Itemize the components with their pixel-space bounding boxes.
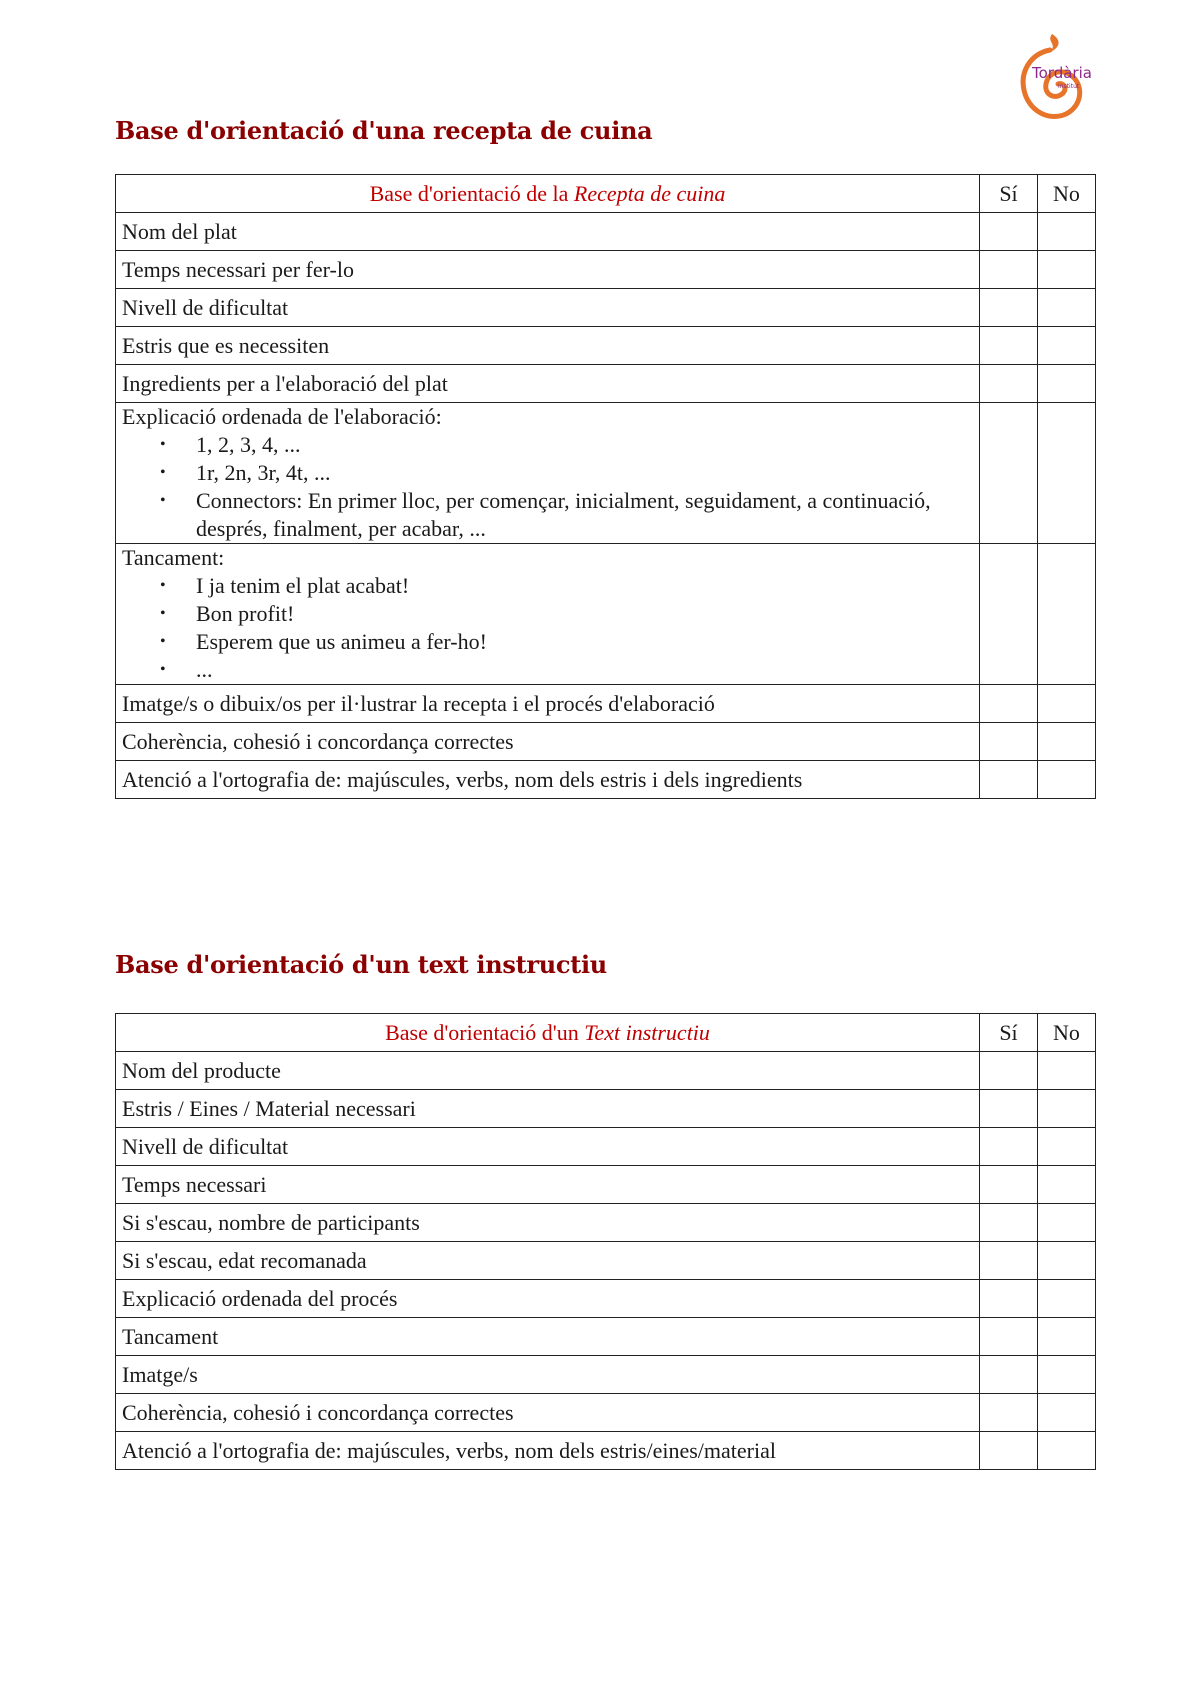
no-cell[interactable] (1038, 1394, 1096, 1432)
table-row (116, 544, 1096, 685)
no-cell[interactable] (1038, 685, 1096, 723)
row-label: Atenció a l'ortografia de: majúscules, verbs, nom dels estris/eines/material (116, 1432, 980, 1470)
no-cell[interactable] (1038, 1052, 1096, 1090)
table-row (116, 1432, 1096, 1470)
table-row (116, 1318, 1096, 1356)
bullet-icon: • (160, 605, 166, 622)
no-cell[interactable] (1038, 761, 1096, 799)
table-row (116, 403, 1096, 544)
row-label: Explicació ordenada del procés (116, 1280, 980, 1318)
list-item: • Connectors: En primer lloc, per començar, inicialment, seguidament, a continuació, després, finalment, per acabar, ... (160, 488, 931, 541)
table-header-row (116, 175, 1096, 213)
list-item: • 1r, 2n, 3r, 4t, ... (160, 460, 331, 485)
table-row (116, 1356, 1096, 1394)
table-row (116, 251, 1096, 289)
recipe-checklist-table (115, 174, 1096, 799)
header-yes: Sí (980, 1014, 1038, 1052)
logo-subtext: Institut (1058, 83, 1080, 90)
row-label: Imatge/s (116, 1356, 980, 1394)
list-item: • ... (160, 657, 213, 682)
yes-cell[interactable] (980, 1356, 1038, 1394)
row-label: Nom del plat (116, 213, 980, 251)
table-row (116, 1394, 1096, 1432)
bullet-list (122, 431, 973, 543)
table-row (116, 213, 1096, 251)
row-label: Tancament (116, 1318, 980, 1356)
row-label: Estris que es necessiten (116, 327, 980, 365)
table-row (116, 1242, 1096, 1280)
table-row (116, 365, 1096, 403)
bullet-icon: • (160, 492, 166, 509)
header-label: Base d'orientació d'un Text instructiu (116, 1014, 980, 1052)
yes-cell[interactable] (980, 544, 1038, 685)
table-row (116, 1090, 1096, 1128)
logo-text: Tordària (1032, 64, 1092, 82)
yes-cell[interactable] (980, 251, 1038, 289)
yes-cell[interactable] (980, 685, 1038, 723)
row-label: Tancament: (122, 545, 225, 570)
no-cell[interactable] (1038, 289, 1096, 327)
row-label: Temps necessari (116, 1166, 980, 1204)
list-item: • I ja tenim el plat acabat! (160, 573, 410, 598)
yes-cell[interactable] (980, 761, 1038, 799)
bullet-list (122, 572, 973, 684)
no-cell[interactable] (1038, 1432, 1096, 1470)
row-label: Explicació ordenada de l'elaboració: (122, 404, 442, 429)
yes-cell[interactable] (980, 403, 1038, 544)
table-row (116, 1128, 1096, 1166)
row-label: Ingredients per a l'elaboració del plat (116, 365, 980, 403)
table-row (116, 289, 1096, 327)
table-header-row (116, 1014, 1096, 1052)
header-no: No (1038, 175, 1096, 213)
yes-cell[interactable] (980, 723, 1038, 761)
row-label: Si s'escau, nombre de participants (116, 1204, 980, 1242)
yes-cell[interactable] (980, 1242, 1038, 1280)
no-cell[interactable] (1038, 327, 1096, 365)
table-row (116, 1280, 1096, 1318)
bullet-icon: • (160, 633, 166, 650)
header-yes: Sí (980, 175, 1038, 213)
no-cell[interactable] (1038, 1204, 1096, 1242)
no-cell[interactable] (1038, 1166, 1096, 1204)
no-cell[interactable] (1038, 1090, 1096, 1128)
no-cell[interactable] (1038, 1128, 1096, 1166)
header-label: Base d'orientació de la Recepta de cuina (116, 175, 980, 213)
row-label: Imatge/s o dibuix/os per il·lustrar la recepta i el procés d'elaboració (116, 685, 980, 723)
row-label: Coherència, cohesió i concordança correctes (116, 1394, 980, 1432)
no-cell[interactable] (1038, 1242, 1096, 1280)
list-item: • Esperem que us animeu a fer-ho! (160, 629, 487, 654)
row-label: Nivell de dificultat (116, 289, 980, 327)
yes-cell[interactable] (980, 1128, 1038, 1166)
section-title-recipe: Base d'orientació d'una recepta de cuina (115, 116, 653, 145)
yes-cell[interactable] (980, 1432, 1038, 1470)
row-label: Estris / Eines / Material necessari (116, 1090, 980, 1128)
yes-cell[interactable] (980, 1090, 1038, 1128)
yes-cell[interactable] (980, 1280, 1038, 1318)
bullet-icon: • (160, 661, 166, 678)
bullet-icon: • (160, 464, 166, 481)
row-label: Nivell de dificultat (116, 1128, 980, 1166)
yes-cell[interactable] (980, 213, 1038, 251)
table-row (116, 1204, 1096, 1242)
no-cell[interactable] (1038, 403, 1096, 544)
no-cell[interactable] (1038, 365, 1096, 403)
instructive-checklist-table (115, 1013, 1096, 1470)
bullet-icon: • (160, 577, 166, 594)
tordaria-logo-icon (1000, 32, 1100, 136)
yes-cell[interactable] (980, 289, 1038, 327)
row-label: Si s'escau, edat recomanada (116, 1242, 980, 1280)
table-row (116, 327, 1096, 365)
no-cell[interactable] (1038, 1318, 1096, 1356)
row-label: Temps necessari per fer-lo (116, 251, 980, 289)
row-label: Coherència, cohesió i concordança correctes (116, 723, 980, 761)
no-cell[interactable] (1038, 251, 1096, 289)
yes-cell[interactable] (980, 327, 1038, 365)
list-item: • 1, 2, 3, 4, ... (160, 432, 301, 457)
row-label: Nom del producte (116, 1052, 980, 1090)
yes-cell[interactable] (980, 1318, 1038, 1356)
yes-cell[interactable] (980, 365, 1038, 403)
yes-cell[interactable] (980, 1052, 1038, 1090)
table-row (116, 1166, 1096, 1204)
row-label: Atenció a l'ortografia de: majúscules, verbs, nom dels estris i dels ingredients (116, 761, 980, 799)
yes-cell[interactable] (980, 1394, 1038, 1432)
table-row (116, 1052, 1096, 1090)
table-row (116, 723, 1096, 761)
no-cell[interactable] (1038, 1356, 1096, 1394)
no-cell[interactable] (1038, 213, 1096, 251)
no-cell[interactable] (1038, 1280, 1096, 1318)
bullet-icon: • (160, 436, 166, 453)
yes-cell[interactable] (980, 1166, 1038, 1204)
row-label-multi (116, 403, 980, 544)
no-cell[interactable] (1038, 544, 1096, 685)
list-item: • Bon profit! (160, 601, 295, 626)
table-row (116, 761, 1096, 799)
section-title-instructive: Base d'orientació d'un text instructiu (115, 950, 607, 979)
header-no: No (1038, 1014, 1096, 1052)
row-label-multi (116, 544, 980, 685)
table-row (116, 685, 1096, 723)
yes-cell[interactable] (980, 1204, 1038, 1242)
no-cell[interactable] (1038, 723, 1096, 761)
